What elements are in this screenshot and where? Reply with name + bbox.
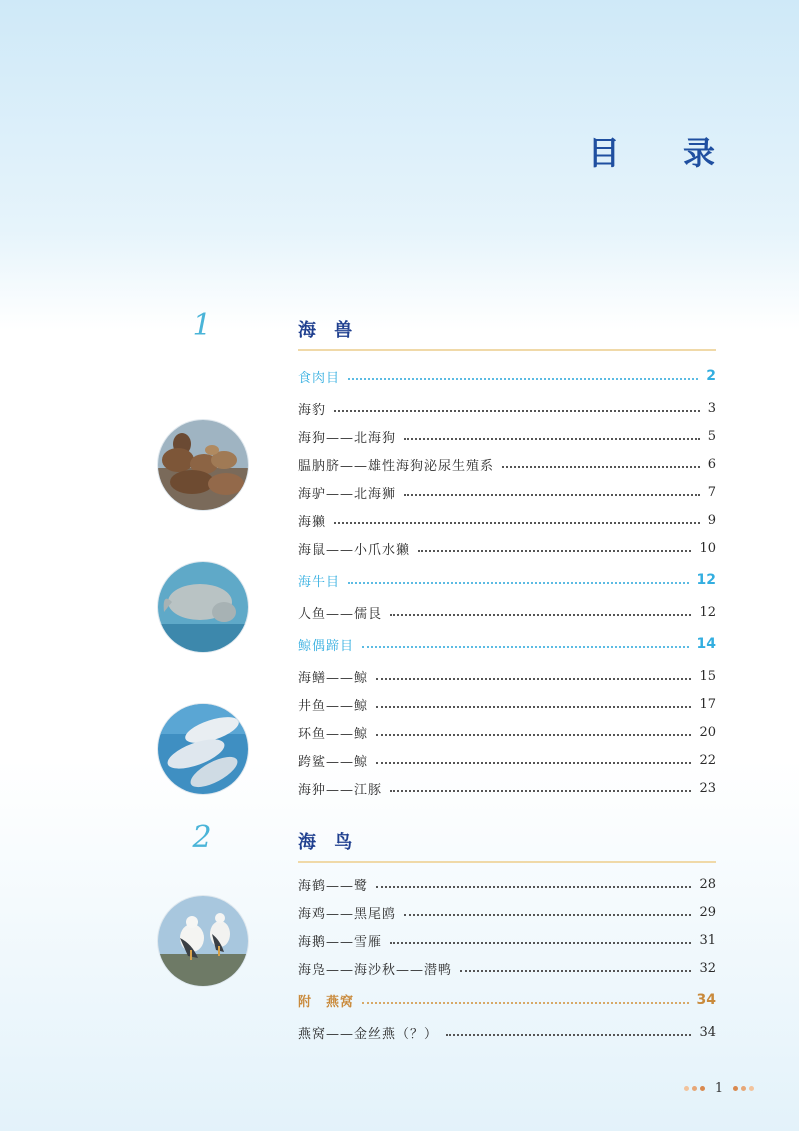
leader-dots	[334, 410, 700, 412]
leader-dots	[334, 522, 700, 524]
footer-ornament	[733, 1086, 754, 1091]
toc-entry[interactable]	[298, 366, 716, 386]
page-number: 1	[714, 1080, 724, 1096]
toc-label: 海狗——北海狗	[298, 430, 397, 446]
leader-dots	[404, 914, 691, 916]
toc-entry[interactable]	[298, 722, 716, 742]
toc-page: 22	[699, 752, 716, 768]
toc-entry[interactable]	[298, 666, 716, 686]
leader-dots	[390, 614, 691, 616]
leader-dots	[404, 438, 700, 440]
leader-dots	[376, 706, 691, 708]
toc-label: 跨鲨——鲸	[298, 754, 369, 770]
whales-photo	[158, 704, 248, 794]
toc-label: 海凫——海沙秋——潜鸭	[298, 962, 453, 978]
toc-page: 34	[696, 992, 716, 1008]
toc-entry[interactable]	[298, 454, 716, 474]
toc-entry[interactable]	[298, 570, 716, 590]
toc-label: 海驴——北海狮	[298, 486, 397, 502]
toc-entry[interactable]	[298, 634, 716, 654]
section-title: 海 兽	[298, 316, 716, 351]
toc-page: 5	[707, 428, 716, 444]
toc-label: 海牛目	[298, 574, 341, 590]
toc-page: 6	[707, 456, 716, 472]
toc-entry[interactable]	[298, 990, 716, 1010]
toc-page: 3	[707, 400, 716, 416]
toc-page: 29	[699, 904, 716, 920]
toc-label: 人鱼——儒艮	[298, 606, 383, 622]
toc-page: 9	[707, 512, 716, 528]
toc-entry[interactable]	[298, 602, 716, 622]
toc-page: 17	[699, 696, 716, 712]
gulls-photo	[158, 896, 248, 986]
toc-label: 海豹	[298, 402, 327, 418]
toc-page: 14	[696, 636, 716, 652]
section-number: 1	[192, 308, 212, 343]
toc-label: 附 燕窝	[298, 994, 355, 1010]
leader-dots	[376, 762, 691, 764]
toc-label: 燕窝——金丝燕（？）	[298, 1026, 439, 1042]
leader-dots	[362, 1002, 689, 1004]
leader-dots	[446, 1034, 691, 1036]
toc-label: 环鱼——鲸	[298, 726, 369, 742]
leader-dots	[362, 646, 689, 648]
leader-dots	[376, 886, 691, 888]
toc-entry[interactable]	[298, 902, 716, 922]
toc-label: 井鱼——鲸	[298, 698, 369, 714]
page-title: 目 录	[587, 134, 741, 172]
section-number: 2	[192, 820, 212, 855]
toc-entry[interactable]	[298, 694, 716, 714]
toc-page: 34	[699, 1024, 716, 1040]
toc-page: 7	[707, 484, 716, 500]
toc-page: 2	[706, 368, 716, 384]
toc-page: 23	[699, 780, 716, 796]
toc-page: 20	[699, 724, 716, 740]
toc-entry[interactable]	[298, 778, 716, 798]
toc-entry[interactable]	[298, 750, 716, 770]
leader-dots	[390, 942, 691, 944]
toc-entry[interactable]	[298, 930, 716, 950]
section-title: 海 鸟	[298, 828, 716, 863]
toc-label: 海獭	[298, 514, 327, 530]
leader-dots	[390, 790, 691, 792]
leader-dots	[404, 494, 700, 496]
sea-lions-photo	[158, 420, 248, 510]
toc-page: 12	[696, 572, 716, 588]
leader-dots	[376, 734, 691, 736]
toc-page: 10	[699, 540, 716, 556]
toc-entry[interactable]	[298, 538, 716, 558]
leader-dots	[460, 970, 691, 972]
toc-entry[interactable]	[298, 874, 716, 894]
leader-dots	[502, 466, 700, 468]
toc-entry[interactable]	[298, 510, 716, 530]
toc-label: 海鳝——鲸	[298, 670, 369, 686]
leader-dots	[348, 582, 689, 584]
toc-page: 15	[699, 668, 716, 684]
toc-entry[interactable]	[298, 398, 716, 418]
toc-entry[interactable]	[298, 958, 716, 978]
toc-entry[interactable]	[298, 482, 716, 502]
toc-entry[interactable]	[298, 1022, 716, 1042]
footer-ornament	[684, 1086, 705, 1091]
toc-entry[interactable]	[298, 426, 716, 446]
toc-page: 31	[699, 932, 716, 948]
dugong-photo	[158, 562, 248, 652]
leader-dots	[418, 550, 691, 552]
toc-label: 海鼠——小爪水獭	[298, 542, 411, 558]
toc-label: 鲸偶蹄目	[298, 638, 355, 654]
page-footer	[684, 1079, 754, 1097]
leader-dots	[376, 678, 691, 680]
leader-dots	[348, 378, 698, 380]
toc-page: 28	[699, 876, 716, 892]
toc-label: 海鹅——雪雁	[298, 934, 383, 950]
toc-label: 海狆——江豚	[298, 782, 383, 798]
toc-label: 海鸡——黑尾鸥	[298, 906, 397, 922]
toc-label: 海鹤——鹭	[298, 878, 369, 894]
toc-page: 32	[699, 960, 716, 976]
toc-label: 食肉目	[298, 370, 341, 386]
toc-label: 腽肭脐——雄性海狗泌尿生殖系	[298, 458, 495, 474]
toc-page: 12	[699, 604, 716, 620]
